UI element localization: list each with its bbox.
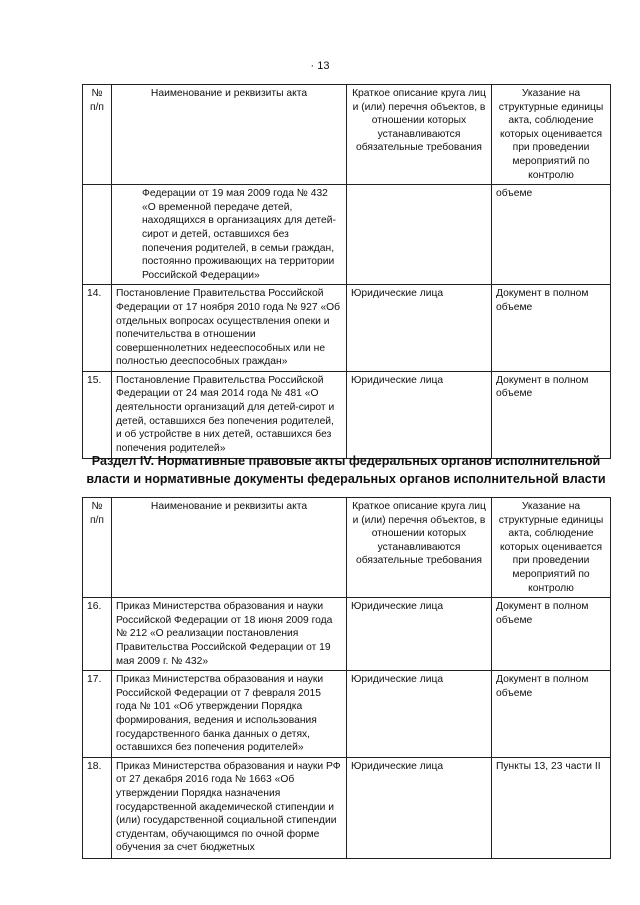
acts-table-section-3 <box>82 84 611 459</box>
row-desc: Юридические лица <box>347 285 492 372</box>
row-units: Документ в полном объеме <box>492 285 611 372</box>
table-row <box>83 185 611 285</box>
row-num <box>83 185 112 285</box>
header-num: № п/п <box>83 498 112 598</box>
row-name: Постановление Правительства Российской Федерации от 17 ноября 2010 года № 927 «Об отдельных вопросах осуществления опеки и попечительства в отношении совершеннолетних недееспособных или не полностью дееспособных граждан» <box>112 285 347 372</box>
row-num: 15. <box>83 371 112 458</box>
row-name: Приказ Министерства образования и науки РФ от 27 декабря 2016 года № 1663 «Об утверждении Порядка назначения государственной академической стипендии и (или) государственной социальной стипендии студентам, обучающимся по очной форме обучения за счет бюджетных <box>112 757 347 858</box>
row-units: Документ в полном объеме <box>492 671 611 758</box>
table-row <box>83 371 611 458</box>
header-desc: Краткое описание круга лиц и (или) перечня объектов, в отношении которых устанавливаются обязательные требования <box>347 498 492 598</box>
header-units: Указание на структурные единицы акта, соблюдение которых оценивается при проведении мероприятий по контролю <box>492 85 611 185</box>
row-num: 14. <box>83 285 112 372</box>
row-name: Постановление Правительства Российской Федерации от 24 мая 2014 года № 481 «О деятельности организаций для детей-сирот и детей, оставшихся без попечения родителей, и об устройстве в них детей, оставшихся без попечения родителей» <box>112 371 347 458</box>
section-title: Раздел IV. Нормативные правовые акты федеральных органов исполнительной власти и нормативные документы федеральных органов исполнительной власти <box>86 454 606 486</box>
row-num: 16. <box>83 598 112 671</box>
table-header-row <box>83 498 611 598</box>
row-num: 18. <box>83 757 112 858</box>
header-num: № п/п <box>83 85 112 185</box>
row-desc: Юридические лица <box>347 598 492 671</box>
table-row <box>83 757 611 858</box>
row-desc: Юридические лица <box>347 671 492 758</box>
row-name: Приказ Министерства образования и науки Российской Федерации от 7 февраля 2015 года № 101 «Об утверждении Порядка формирования, ведения и использования государственного банка данных о детях, оставшихся без попечения родителей» <box>112 671 347 758</box>
header-units: Указание на структурные единицы акта, соблюдение которых оценивается при проведении мероприятий по контролю <box>492 498 611 598</box>
table-row <box>83 598 611 671</box>
header-name: Наименование и реквизиты акта <box>112 498 347 598</box>
row-units: Документ в полном объеме <box>492 598 611 671</box>
header-desc: Краткое описание круга лиц и (или) перечня объектов, в отношении которых устанавливаются обязательные требования <box>347 85 492 185</box>
row-desc: Юридические лица <box>347 757 492 858</box>
row-units: Документ в полном объеме <box>492 371 611 458</box>
table-row <box>83 671 611 758</box>
page-number: · 13 <box>310 60 330 72</box>
table-header-row <box>83 85 611 185</box>
row-units: Пункты 13, 23 части II <box>492 757 611 858</box>
header-name: Наименование и реквизиты акта <box>112 85 347 185</box>
row-name: Приказ Министерства образования и науки Российской Федерации от 18 июня 2009 года № 212 «О реализации постановления Правительства Российской Федерации от 19 мая 2009 г. № 432» <box>112 598 347 671</box>
acts-table-section-4 <box>82 497 611 859</box>
row-units: объеме <box>492 185 611 285</box>
row-name: Федерации от 19 мая 2009 года № 432 «О временной передаче детей, находящихся в организациях для детей-сирот и детей, оставшихся без попечения родителей, в семьи граждан, постоянно проживающих на территории Российской Федерации» <box>112 185 347 285</box>
row-desc <box>347 185 492 285</box>
table-row <box>83 285 611 372</box>
row-desc: Юридические лица <box>347 371 492 458</box>
row-num: 17. <box>83 671 112 758</box>
